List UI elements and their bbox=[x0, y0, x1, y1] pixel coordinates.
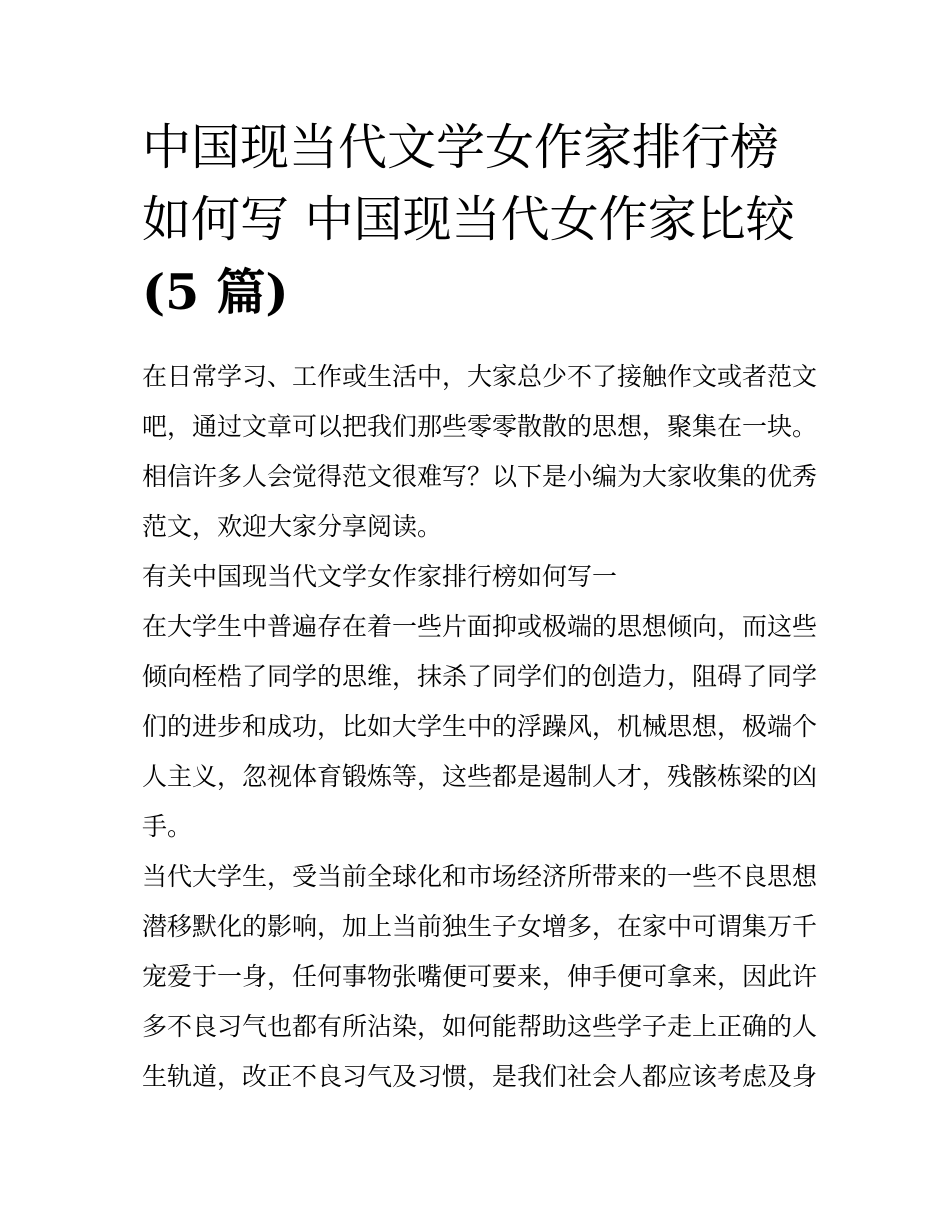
text-line: 范文，欢迎大家分享阅读。 bbox=[142, 512, 443, 541]
document-body bbox=[142, 352, 822, 1102]
text-line: 生轨道，改正不良习气及习惯，是我们社会人都应该考虑及身 bbox=[142, 1062, 818, 1091]
document-content bbox=[142, 112, 822, 1102]
body-paragraph bbox=[142, 602, 822, 852]
text-line: 宠爱于一身，任何事物张嘴便可要来，伸手便可拿来，因此许 bbox=[142, 962, 818, 991]
text-line: 当代大学生，受当前全球化和市场经济所带来的一些不良思想 bbox=[142, 862, 818, 891]
body-paragraph bbox=[142, 852, 822, 1102]
text-line: 多不良习气也都有所沾染，如何能帮助这些学子走上正确的人 bbox=[142, 1012, 818, 1041]
title-line: (5 篇) bbox=[142, 263, 289, 321]
text-line: 吧，通过文章可以把我们那些零零散散的思想，聚集在一块。 bbox=[142, 412, 818, 441]
title-line: 中国现当代文学女作家排行榜 bbox=[142, 119, 780, 176]
text-line: 倾向桎梏了同学的思维，抹杀了同学们的创造力，阻碍了同学 bbox=[142, 662, 818, 691]
text-line: 人主义，忽视体育锻炼等，这些都是遏制人才，残骸栋梁的凶 bbox=[142, 762, 818, 791]
document-title bbox=[142, 112, 822, 328]
text-line: 在日常学习、工作或生活中，大家总少不了接触作文或者范文 bbox=[142, 362, 818, 391]
title-line: 如何写 中国现当代女作家比较 bbox=[142, 191, 795, 248]
intro-paragraph bbox=[142, 352, 822, 552]
text-line: 相信许多人会觉得范文很难写？以下是小编为大家收集的优秀 bbox=[142, 462, 818, 491]
text-line: 在大学生中普遍存在着一些片面抑或极端的思想倾向，而这些 bbox=[142, 612, 818, 641]
text-line: 有关中国现当代文学女作家排行榜如何写一 bbox=[142, 562, 618, 591]
text-line: 潜移默化的影响，加上当前独生子女增多，在家中可谓集万千 bbox=[142, 912, 818, 941]
section-heading bbox=[142, 552, 822, 602]
text-line: 们的进步和成功，比如大学生中的浮躁风，机械思想，极端个 bbox=[142, 712, 818, 741]
text-line: 手。 bbox=[142, 812, 193, 841]
